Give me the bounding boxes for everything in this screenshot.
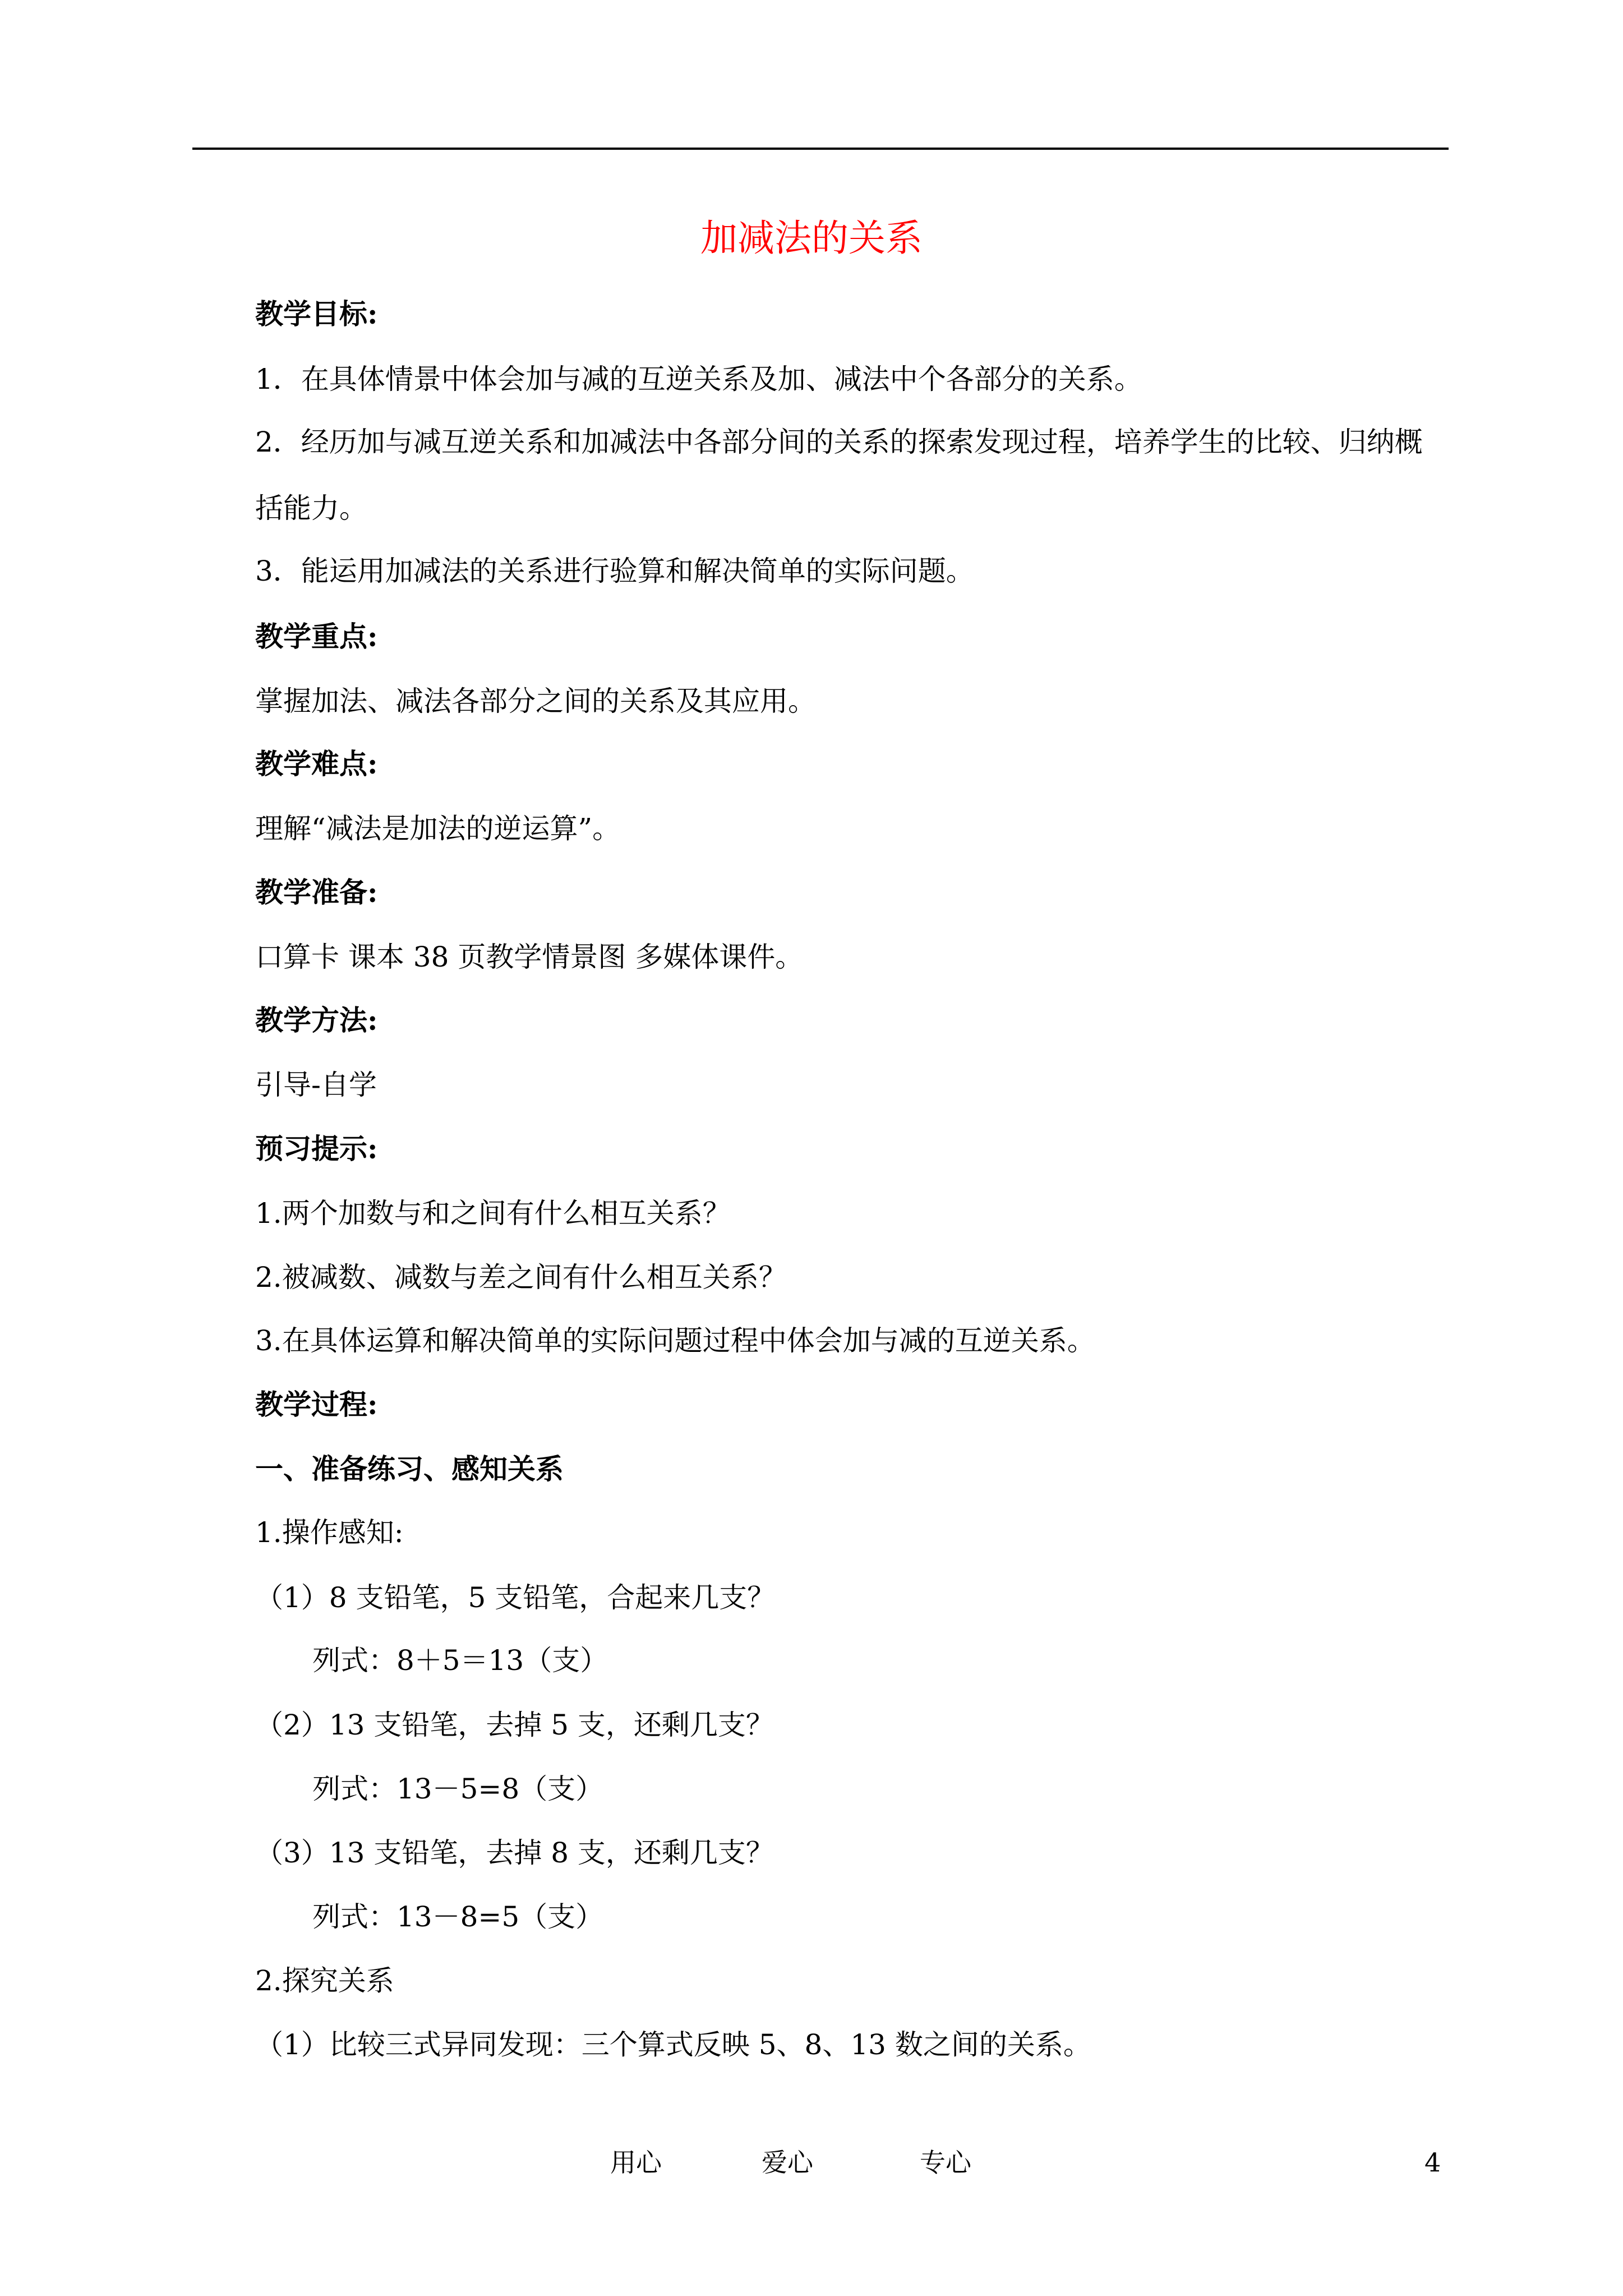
difficulty-text: 理解“减法是加法的逆运算”。 (255, 812, 621, 845)
footer-motto-3: 专心 (920, 2147, 971, 2178)
prep-heading: 教学准备: (255, 876, 378, 909)
process-question-2: （2）13 支铅笔，去掉 5 支，还剩几支？ (255, 1709, 774, 1741)
header-rule (192, 148, 1449, 150)
process-step-2: 2.探究关系 (255, 1964, 394, 1997)
objective-2: 2．经历加与减互逆关系和加减法中各部分间的关系的探索发现过程，培养学生的比较、归纳概 (255, 426, 1423, 458)
page-number: 4 (1424, 2147, 1441, 2178)
process-formula-2: 列式：13－5=8（支） (312, 1773, 604, 1805)
document-title: 加减法的关系 (700, 217, 923, 260)
preview-heading: 预习提示: (255, 1132, 378, 1165)
process-formula-1: 列式：8＋5＝13（支） (312, 1644, 608, 1677)
objective-3: 3．能运用加减法的关系进行验算和解决简单的实际问题。 (255, 555, 974, 587)
preview-item-2: 2.被减数、减数与差之间有什么相互关系？ (255, 1261, 787, 1294)
process-compare: （1）比较三式异同发现：三个算式反映 5、8、13 数之间的关系。 (255, 2028, 1091, 2061)
process-step-1: 1.操作感知: (255, 1516, 404, 1549)
footer-motto-2: 爱心 (762, 2147, 813, 2178)
preview-item-3: 3.在具体运算和解决简单的实际问题过程中体会加与减的互逆关系。 (255, 1324, 1095, 1357)
process-question-1: （1）8 支铅笔，5 支铅笔，合起来几支？ (255, 1581, 776, 1614)
process-formula-3: 列式：13－8=5（支） (312, 1901, 604, 1933)
preview-item-1: 1.两个加数与和之间有什么相互关系？ (255, 1197, 731, 1230)
difficulty-heading: 教学难点: (255, 747, 378, 780)
prep-text: 口算卡 课本 38 页教学情景图 多媒体课件。 (255, 941, 804, 973)
part1-heading: 一、准备练习、感知关系 (255, 1452, 564, 1485)
process-heading: 教学过程: (255, 1388, 378, 1421)
method-text: 引导-自学 (255, 1069, 377, 1101)
objective-1: 1．在具体情景中体会加与减的互逆关系及加、减法中个各部分的关系。 (255, 363, 1142, 395)
objective-2-cont: 括能力。 (255, 492, 367, 524)
method-heading: 教学方法: (255, 1004, 378, 1037)
footer-motto-1: 用心 (610, 2147, 662, 2178)
objectives-heading: 教学目标: (255, 297, 378, 330)
key-text: 掌握加法、减法各部分之间的关系及其应用。 (255, 685, 816, 717)
process-question-3: （3）13 支铅笔，去掉 8 支，还剩几支？ (255, 1837, 774, 1869)
key-heading: 教学重点: (255, 620, 378, 653)
